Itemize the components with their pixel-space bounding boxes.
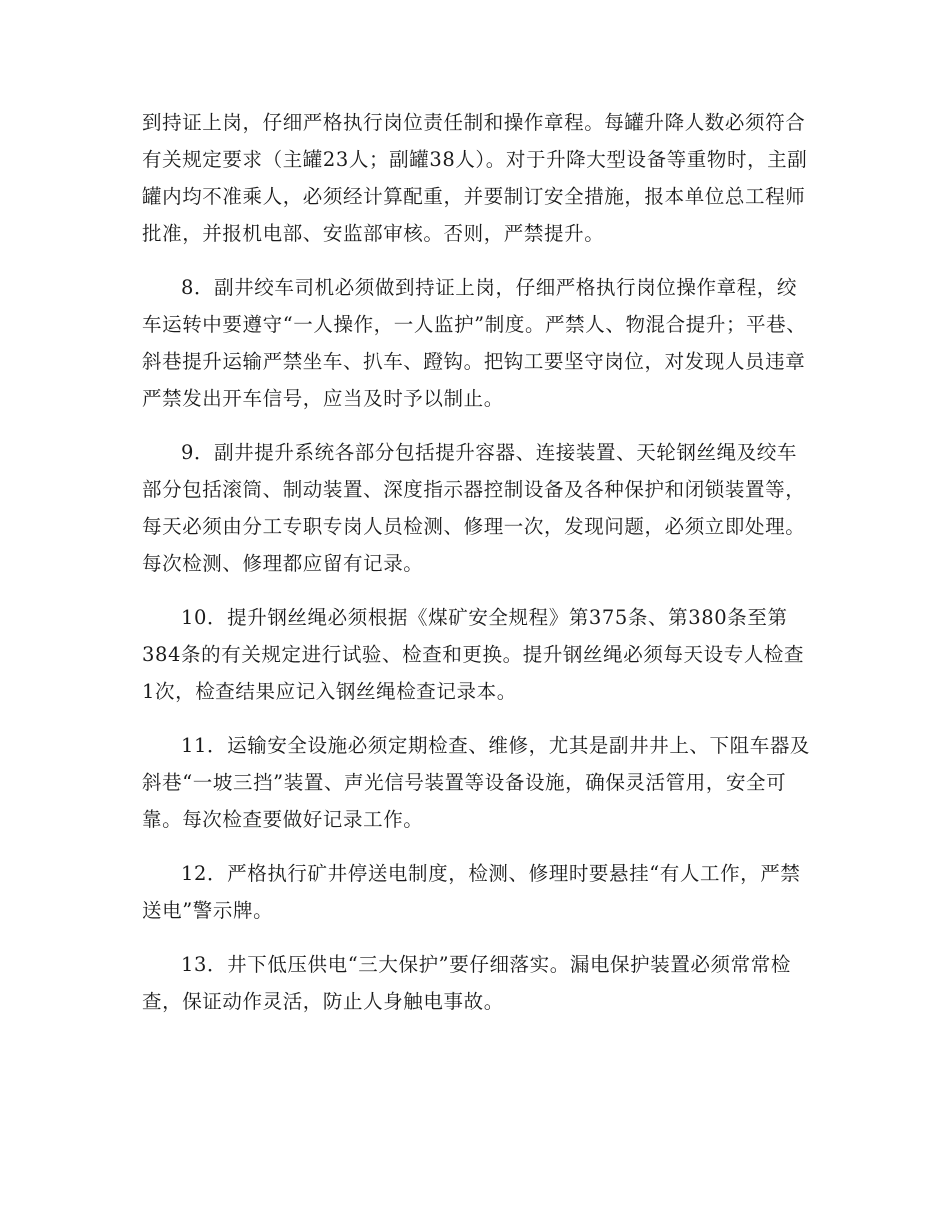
paragraph-item-13: 13．井下低压供电“三大保护”要仔细落实。漏电保护装置必须常常检查，保证动作灵活，防止人身触电事故。 — [142, 953, 791, 1013]
paragraph-continuation: 到持证上岗，仔细严格执行岗位责任制和操作章程。每罐升降人数必须符合有关规定要求（主罐23人；副罐38人）。对于升降大型设备等重物时，主副罐内均不准乘人，必须经计算配重，并要制订安全措施，报本单位总工程师批准，并报机电部、安监部审核。否则，严禁提升。 — [142, 111, 808, 245]
paragraph-item-8: 8．副井绞车司机必须做到持证上岗，仔细严格执行岗位操作章程，绞车运转中要遵守“一人操作，一人监护”制度。严禁人、物混合提升；平巷、斜巷提升运输严禁坐车、扒车、蹬钩。把钩工要坚守岗位，对发现人员违章严禁发出开车信号，应当及时予以制止。 — [142, 276, 807, 410]
document-body — [142, 104, 812, 1037]
paragraph-item-10: 10．提升钢丝绳必须根据《煤矿安全规程》第375条、第380条至第384条的有关规定进行试验、检查和更换。提升钢丝绳必须每天设专人检查1次，检查结果应记入钢丝绳检查记录本。 — [142, 606, 805, 703]
paragraph-item-11: 11．运输安全设施必须定期检查、维修，尤其是副井井上、下阻车器及斜巷“一坡三挡”装置、声光信号装置等设备设施，确保灵活管用，安全可靠。每次检查要做好记录工作。 — [142, 734, 811, 831]
paragraph-item-9: 9．副井提升系统各部分包括提升容器、连接装置、天轮钢丝绳及绞车部分包括滚筒、制动装置、深度指示器控制设备及各种保护和闭锁装置等，每天必须由分工专职专岗人员检测、修理一次，发现问题，必须立即处理。每次检测、修理都应留有记录。 — [142, 441, 806, 575]
paragraph-item-12: 12．严格执行矿井停送电制度，检测、修理时要悬挂“有人工作，严禁送电”警示牌。 — [142, 862, 801, 922]
